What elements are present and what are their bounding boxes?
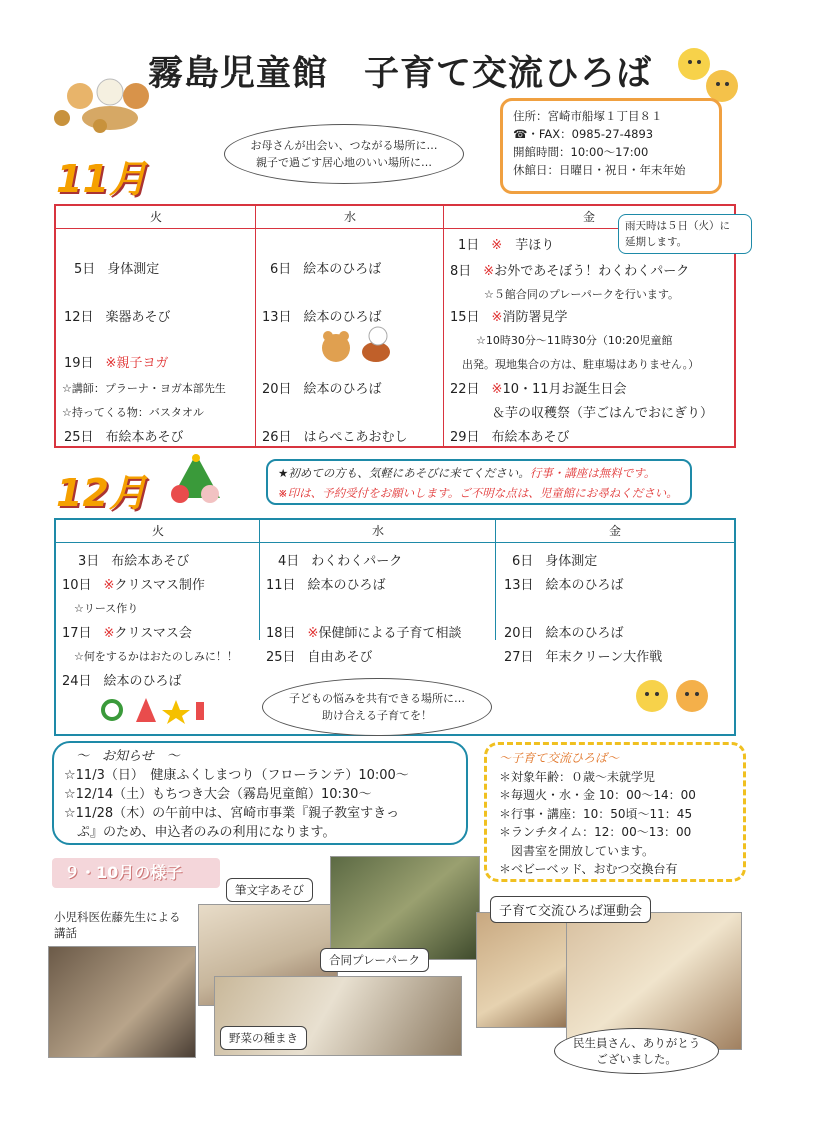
dec-header-fri: 金 [496,520,734,543]
photos-section-title: ９・10月の様子 [52,858,220,888]
december-bubble [262,678,492,736]
dec-event: 20日 絵本のひろば [504,626,624,641]
december-label: 12月 [56,471,147,515]
nov-note: ☆10時30分～11時30分（10:20児童館 [476,334,673,347]
dec-bubble-line-1: 子どもの悩みを共有できる場所に… [289,692,465,705]
nov-event: 12日 楽器あそび [64,310,171,325]
closed-days: 休館日：日曜日・祝日・年末年始 [513,163,686,177]
bear-rabbit-icon [318,324,396,375]
page-title: 霧島児童館 子育て交流ひろば [148,54,653,94]
dec-event: 17日 ※クリスマス会 [62,626,192,641]
kids-characters-icon [630,672,720,729]
dec-note: ☆リース作り [74,602,139,615]
dec-event: 11日 絵本のひろば [266,578,386,593]
label-play-park: 合同プレーパーク [320,948,429,972]
dec-event: 10日 ※クリスマス制作 [62,578,205,593]
nov-event: 8日 ※お外であそぼう！わくわくパーク [450,264,690,279]
announcement-item: ☆11/3（日） 健康ふくしまつり（フローランテ）10:00～ [64,768,409,783]
nov-header-fri: 金 [444,206,734,229]
rain-note-box [618,214,752,254]
label-doctor-talk [46,906,189,944]
intro-line-2: 親子で過ごす居心地のいい場所に… [256,156,432,169]
photo-sports-day-1 [476,912,578,1028]
nov-note: ☆５館合同のプレーパークを行います。 [484,288,679,301]
hiroba-info-box [484,742,746,882]
phone-fax: ☎・FAX：0985-27-4893 [513,127,654,141]
rain-note-line-2: 延期します。 [625,236,688,248]
animal-characters-illustration [40,66,150,136]
label-thanks-line-1: 民生員さん、ありがとう [573,1036,701,1050]
nov-event: 26日 はらぺこあおむし [262,430,408,445]
dec-event: 25日 自由あそび [266,650,373,665]
nov-event: 19日 ※親子ヨガ [64,356,169,371]
dec-divider-2 [495,520,496,640]
photo-play-park [330,856,480,960]
nov-event: 6日 絵本のひろば [270,262,382,277]
dec-bubble-line-2: 助け合える子育てを！ [322,709,432,722]
intro-bubble [224,124,464,184]
notice-line-2: ※印は、予約受付をお願いします。ご不明な点は、児童館にお尋ねください。 [278,486,678,500]
nov-event: 15日 ※消防署見学 [450,310,568,325]
nov-event: 1日 ※ 芋ほり [458,238,555,253]
label-thanks-line-2: ございました。 [596,1052,677,1066]
photo-doctor-talk [48,946,196,1058]
announcement-item: ☆12/14（土）もちつき大会（霧島児童館）10:30～ [64,787,372,802]
opening-hours: 開館時間：10:00～17:00 [513,145,649,159]
dec-event: 4日 わくわくパーク [278,554,403,569]
hiroba-item: 図書室を開放しています。 [499,843,655,858]
label-doctor-line-2: 講話 [54,926,77,940]
dec-divider-1 [259,520,260,640]
hiroba-item: ＊行事・講座：10：50頃～11：45 [499,806,693,821]
nov-note: ☆講師：プラーナ・ヨガ本部先生 [62,382,226,395]
dec-event: 24日 絵本のひろば [62,674,182,689]
label-brush-writing: 筆文字あそび [226,878,313,902]
nov-note: ☆持ってくる物：バスタオル [62,406,204,419]
hiroba-heading: ～子育て交流ひろば～ [499,751,620,765]
nov-event: 5日 身体測定 [74,262,160,277]
nov-divider-2 [443,206,444,446]
dec-event: 13日 絵本のひろば [504,578,624,593]
dec-note: ☆何をするかはおたのしみに！！ [74,650,238,663]
intro-line-1: お母さんが出会い、つながる場所に… [250,139,438,152]
announcement-item: ぷ』のため、申込者のみの利用になります。 [64,825,336,840]
november-label: 11月 [56,157,147,201]
facility-info-box [500,98,722,194]
announcements-box [52,741,468,845]
hiroba-item: ＊ランチタイム：12：00～13：00 [499,825,692,839]
dec-event: 27日 年末クリーン大作戦 [504,650,663,665]
hiroba-item: ＊毎週火・水・金 10：00～14：00 [499,788,696,802]
nov-event: 29日 布絵本あそび [450,430,570,445]
announcements-heading: ～ お知らせ ～ [76,749,180,764]
label-sports-day: 子育て交流ひろば運動会 [490,896,651,923]
rain-note-line-1: 雨天時は５日（火）に [625,220,730,232]
dec-event: 18日 ※保健師による子育て相談 [266,626,462,641]
dec-header-tue: 火 [56,520,260,543]
notice-box [266,459,692,505]
nov-note-harvest: ＆芋の収穫祭（芋ごはんでおにぎり） [492,406,714,421]
nov-divider-1 [255,206,256,446]
animals-with-hats-icon [40,66,150,136]
dec-header-wed: 水 [260,520,496,543]
nov-header-tue: 火 [56,206,256,229]
nov-event: 22日 ※10・11月お誕生日会 [450,382,627,397]
dec-event: 3日 布絵本あそび [78,554,190,569]
label-doctor-line-1: 小児科医佐藤先生による [54,910,181,924]
hiroba-item: ＊ベビーベッド、おむつ交換台有 [499,862,678,876]
notice-line-1: ★初めての方も、気軽にあそびに来てください。 [278,466,530,480]
address: 住所：宮崎市船塚１丁目８１ [513,109,663,123]
nov-event: 25日 布絵本あそび [64,430,184,445]
xmas-ornaments-icon [100,696,210,729]
nov-header-wed: 水 [256,206,444,229]
hiroba-item: ＊対象年齢：０歳～未就学児 [499,769,656,784]
nov-event: 20日 絵本のひろば [262,382,382,397]
nov-event: 13日 絵本のひろば [262,310,382,325]
label-thanks [554,1028,719,1074]
notice-free: 行事・講座は無料です。 [529,466,656,480]
dec-event: 6日 身体測定 [512,554,598,569]
nov-note: 出発。現地集合の方は、駐車場はありません。） [462,358,700,371]
christmas-tree-icon [160,452,232,513]
label-seed-planting: 野菜の種まき [220,1026,307,1050]
announcement-item: ☆11/28（木）の午前中は、宮崎市事業『親子教室すきっ [64,806,400,821]
